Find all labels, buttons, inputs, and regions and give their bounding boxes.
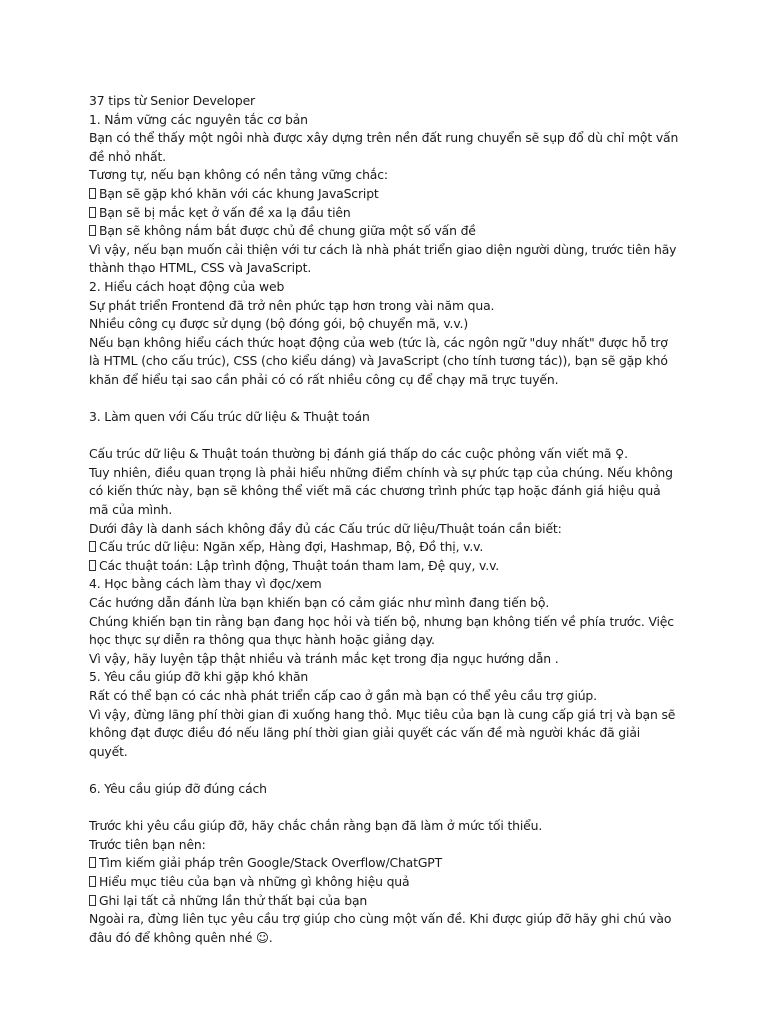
section-2-paragraph: Nếu bạn không hiểu cách thức hoạt động của web (tức là, các ngôn ngữ "duy nhất" được hỗ trợ là HTML (cho cấu trúc), CSS (cho kiểu dáng) và JavaScript (cho tính tương tác)), bạn sẽ gặp khó khăn để hiểu tại sao cần phải có có rất nhiều công cụ để chạy mã trực tuyến. bbox=[89, 334, 668, 387]
section-6-heading: 6. Yêu cầu giúp đỡ đúng cách bbox=[89, 780, 267, 796]
bullet-text: Bạn sẽ bị mắc kẹt ở vấn đề xa lạ đầu tiên bbox=[99, 204, 351, 220]
section-3-paragraph: Dưới đây là danh sách không đầy đủ các Cấu trúc dữ liệu/Thuật toán cần biết: bbox=[89, 520, 562, 536]
section-6-bullet bbox=[89, 873, 679, 892]
section-6-paragraph: Ngoài ra, đừng liên tục yêu cầu trợ giúp cho cùng một vấn đề. Khi được giúp đỡ hãy ghi chú vào đâu đó để không quên nhé ☺. bbox=[89, 911, 672, 945]
section-5-heading: 5. Yêu cầu giúp đỡ khi gặp khó khăn bbox=[89, 669, 309, 685]
missing-glyph-icon bbox=[89, 895, 96, 906]
section-6-bullet bbox=[89, 892, 679, 911]
blank-line bbox=[89, 390, 679, 409]
bullet-text: Tìm kiếm giải pháp trên Google/Stack Overflow/ChatGPT bbox=[99, 855, 443, 871]
section-6-paragraph: Trước tiên bạn nên: bbox=[89, 836, 206, 852]
section-4-paragraph: Các hướng dẫn đánh lừa bạn khiến bạn có cảm giác như mình đang tiến bộ. bbox=[89, 595, 550, 611]
section-3-paragraph: Tuy nhiên, điều quan trọng là phải hiểu những điểm chính và sự phức tạp của chúng. Nếu không có kiến thức này, bạn sẽ không thể viết mã các chương trình phức tạp hoặc đánh giá hiệu quả mã của mình. bbox=[89, 464, 673, 518]
section-5-paragraph: Rất có thể bạn có các nhà phát triển cấp cao ở gần mà bạn có thể yêu cầu trợ giúp. bbox=[89, 688, 597, 703]
section-1-paragraph: Tương tự, nếu bạn không có nền tảng vững chắc: bbox=[89, 167, 388, 183]
section-6-bullet bbox=[89, 854, 679, 873]
section-3-bullet bbox=[89, 557, 679, 576]
missing-glyph-icon bbox=[89, 541, 96, 552]
section-4-paragraph: Chúng khiến bạn tin rằng bạn đang học hỏi và tiến bộ, nhưng bạn không tiến về phía trước. Việc học thực sự diễn ra thông qua thực hành hoặc giảng dạy. bbox=[89, 613, 674, 648]
missing-glyph-icon bbox=[89, 857, 96, 868]
bullet-text: Bạn sẽ không nắm bắt được chủ đề chung giữa một số vấn đề bbox=[99, 223, 476, 239]
bullet-text: Ghi lại tất cả những lần thử thất bại của bạn bbox=[99, 892, 368, 908]
blank-line bbox=[89, 761, 679, 780]
document-title: 37 tips từ Senior Developer bbox=[89, 93, 255, 108]
bullet-text: Các thuật toán: Lập trình động, Thuật toán tham lam, Đệ quy, v.v. bbox=[99, 557, 500, 573]
missing-glyph-icon bbox=[89, 225, 96, 236]
section-3-heading: 3. Làm quen với Cấu trúc dữ liệu & Thuật toán bbox=[89, 409, 370, 425]
document-page bbox=[89, 92, 679, 947]
section-2-paragraph: Nhiều công cụ được sử dụng (bộ đóng gói, bộ chuyển mã, v.v.) bbox=[89, 316, 469, 332]
section-1-bullet bbox=[89, 185, 679, 204]
blank-line bbox=[89, 427, 679, 446]
section-1-heading: 1. Nắm vững các nguyên tắc cơ bản bbox=[89, 111, 308, 127]
section-2-paragraph: Sự phát triển Frontend đã trở nên phức tạp hơn trong vài năm qua. bbox=[89, 297, 495, 313]
bullet-text: Hiểu mục tiêu của bạn và những gì không hiệu quả bbox=[99, 873, 410, 889]
section-1-bullet bbox=[89, 222, 679, 241]
missing-glyph-icon bbox=[89, 188, 96, 199]
section-6-paragraph: Trước khi yêu cầu giúp đỡ, hãy chắc chắn rằng bạn đã làm ở mức tối thiểu. bbox=[89, 818, 543, 834]
section-2-heading: 2. Hiểu cách hoạt động của web bbox=[89, 278, 285, 294]
missing-glyph-icon bbox=[89, 207, 96, 218]
bullet-text: Cấu trúc dữ liệu: Ngăn xếp, Hàng đợi, Hashmap, Bộ, Đồ thị, v.v. bbox=[99, 539, 484, 555]
section-3-paragraph: Cấu trúc dữ liệu & Thuật toán thường bị đánh giá thấp do các cuộc phỏng vấn viết mã ♀. bbox=[89, 446, 628, 462]
section-1-bullet bbox=[89, 204, 679, 223]
section-3-bullet bbox=[89, 538, 679, 557]
section-1-paragraph: Vì vậy, nếu bạn muốn cải thiện với tư cách là nhà phát triển giao diện người dùng, trước tiên hãy thành thạo HTML, CSS và JavaScript. bbox=[89, 241, 677, 276]
blank-line bbox=[89, 799, 679, 818]
section-4-heading: 4. Học bằng cách làm thay vì đọc/xem bbox=[89, 576, 322, 592]
section-4-paragraph: Vì vậy, hãy luyện tập thật nhiều và tránh mắc kẹt trong địa ngục hướng dẫn . bbox=[89, 650, 559, 666]
section-1-paragraph: Bạn có thể thấy một ngôi nhà được xây dựng trên nền đất rung chuyển sẽ sụp đổ dù chỉ một vấn đề nhỏ nhất. bbox=[89, 130, 679, 164]
missing-glyph-icon bbox=[89, 560, 96, 571]
missing-glyph-icon bbox=[89, 876, 96, 887]
bullet-text: Bạn sẽ gặp khó khăn với các khung JavaScript bbox=[99, 185, 379, 201]
section-5-paragraph: Vì vậy, đừng lãng phí thời gian đi xuống hang thỏ. Mục tiêu của bạn là cung cấp giá trị và bạn sẽ không đạt được điều đó nếu lãng phí thời gian giải quyết các vấn đề mà người khác đã giải quyết. bbox=[89, 706, 676, 759]
